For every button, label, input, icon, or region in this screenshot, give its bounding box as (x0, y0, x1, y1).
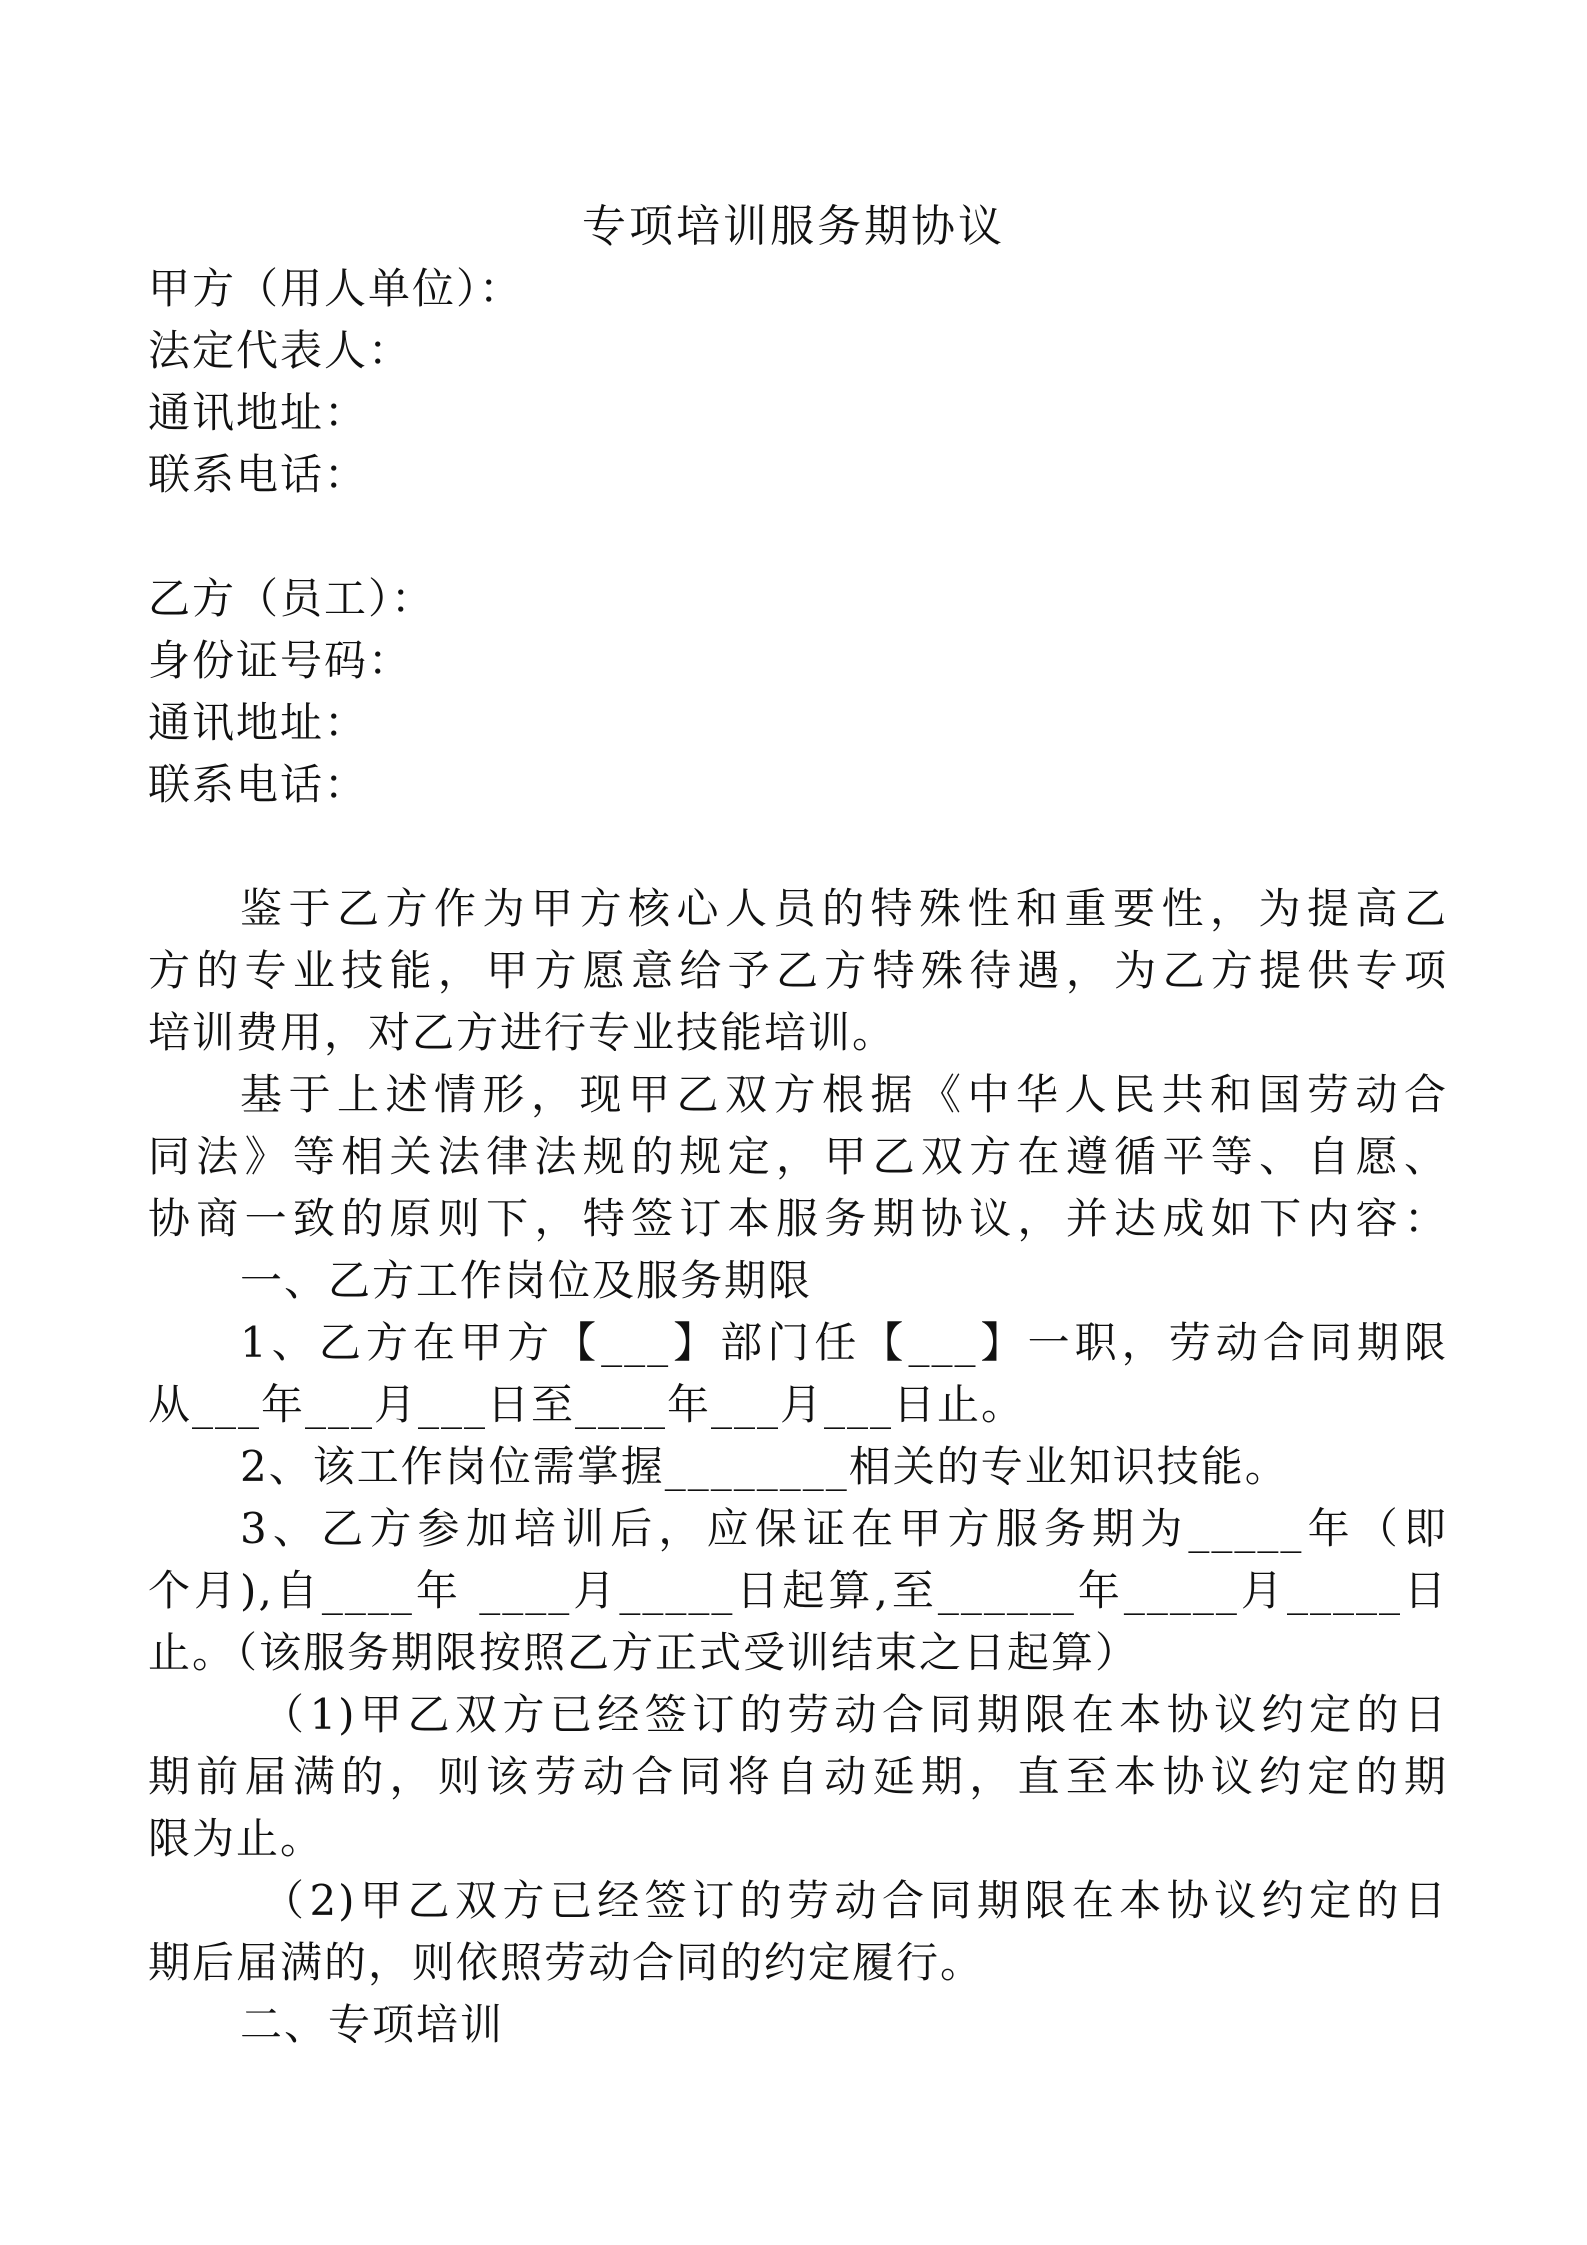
section1-sub2-line: （2)甲乙双方已经签订的劳动合同期限在本协议约定的日 (262, 1876, 1448, 1925)
section1-item1-line: 1、乙方在甲方【___】部门任【___】一职，劳动合同期限 (240, 1318, 1448, 1367)
party-a-heading: 甲方（用人单位）： (148, 264, 524, 313)
preamble-p1-line: 鉴于乙方作为甲方核心人员的特殊性和重要性，为提高乙 (240, 884, 1448, 933)
section1-item1-line: 从___年___月___日至____年___月___日止。 (148, 1380, 1026, 1429)
party-a-address: 通讯地址： (148, 388, 369, 437)
section1-sub1-line: 期前届满的，则该劳动合同将自动延期，直至本协议约定的期 (148, 1752, 1448, 1801)
section1-item3-line: 止。（该服务期限按照乙方正式受训结束之日起算） (148, 1628, 1140, 1677)
preamble-p2-line: 基于上述情形，现甲乙双方根据《中华人民共和国劳动合 (240, 1070, 1448, 1119)
section1-item2: 2、该工作岗位需掌握________相关的专业知识技能。 (240, 1442, 1289, 1491)
preamble-p1-line: 培训费用，对乙方进行专业技能培训。 (148, 1008, 897, 1057)
section1-item3-line: 个月),自____年 ____月_____日起算,至______年_____月_____日 (148, 1566, 1448, 1615)
party-a-phone: 联系电话： (148, 450, 369, 499)
preamble-p1-line: 方的专业技能，甲方愿意给予乙方特殊待遇，为乙方提供专项 (148, 946, 1448, 995)
document-title: 专项培训服务期协议 (582, 201, 1005, 252)
party-a-legal-rep: 法定代表人： (148, 326, 413, 375)
section2-heading: 二、专项培训 (240, 2000, 505, 2049)
party-b-id-number: 身份证号码： (148, 636, 413, 685)
section1-heading: 一、乙方工作岗位及服务期限 (240, 1256, 813, 1305)
party-b-address: 通讯地址： (148, 698, 369, 747)
party-b-heading: 乙方（员工）： (148, 574, 436, 623)
section1-sub1-line: （1)甲乙双方已经签订的劳动合同期限在本协议约定的日 (262, 1690, 1448, 1739)
preamble-p2-line: 同法》等相关法律法规的规定，甲乙双方在遵循平等、自愿、 (148, 1132, 1448, 1181)
party-b-phone: 联系电话： (148, 760, 369, 809)
section1-item3-line: 3、乙方参加培训后，应保证在甲方服务期为_____年（即 (240, 1504, 1448, 1553)
preamble-p2-line: 协商一致的原则下，特签订本服务期协议，并达成如下内容： (148, 1194, 1448, 1243)
section1-sub2-line: 期后届满的，则依照劳动合同的约定履行。 (148, 1938, 985, 1987)
section1-sub1-line: 限为止。 (148, 1814, 325, 1863)
